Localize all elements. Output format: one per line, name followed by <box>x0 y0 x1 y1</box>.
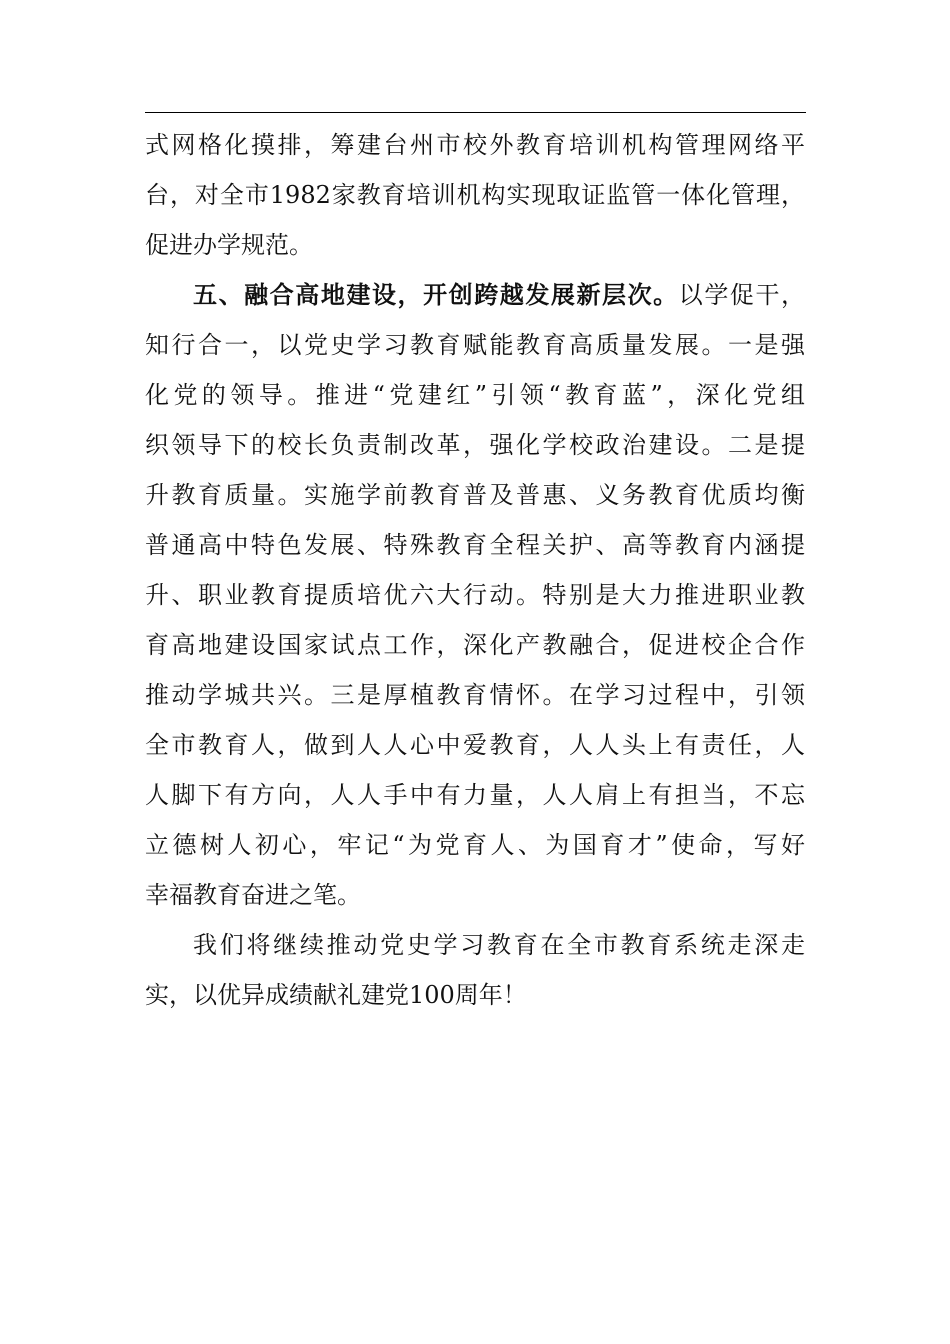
document-body <box>145 120 805 1020</box>
text-line: 我们将继续推动党史学习教育在全市教育系统走深走 <box>193 931 805 959</box>
text-line: 知行合一，以党史学习教育赋能教育高质量发展。一是强 <box>145 331 805 359</box>
text-line: 促进办学规范。 <box>145 231 313 259</box>
paragraph-2 <box>145 270 805 920</box>
text-line: 普通高中特色发展、特殊教育全程关护、高等教育内涵提 <box>145 531 805 559</box>
text-line: 升教育质量。实施学前教育普及普惠、义务教育优质均衡 <box>145 481 805 509</box>
text-line: 立德树人初心，牢记“为党育人、为国育才”使命，写好 <box>145 831 805 859</box>
text-line: 织领导下的校长负责制改革，强化学校政治建设。二是提 <box>145 431 805 459</box>
text-line: 实，以优异成绩献礼建党100周年！ <box>145 981 527 1009</box>
paragraph-3 <box>145 920 805 1020</box>
text-line: 育高地建设国家试点工作，深化产教融合，促进校企合作 <box>145 631 805 659</box>
text-line: 化党的领导。推进“党建红”引领“教育蓝”，深化党组 <box>145 381 805 409</box>
text-line: 人脚下有方向，人人手中有力量，人人肩上有担当，不忘 <box>145 781 805 809</box>
text-line: 式网格化摸排，筹建台州市校外教育培训机构管理网络平 <box>145 131 805 159</box>
text-line: 台，对全市1982家教育培训机构实现取证监管一体化管理， <box>145 181 805 209</box>
paragraph-1 <box>145 120 805 270</box>
text-line: 升、职业教育提质培优六大行动。特别是大力推进职业教 <box>145 581 805 609</box>
text-span: 以学促干， <box>678 281 806 309</box>
text-line <box>145 270 805 320</box>
text-line: 推动学城共兴。三是厚植教育情怀。在学习过程中，引领 <box>145 681 805 709</box>
section-heading: 五、融合高地建设，开创跨越发展新层次。 <box>193 281 679 309</box>
header-rule <box>145 112 806 113</box>
text-line: 全市教育人，做到人人心中爱教育，人人头上有责任，人 <box>145 731 805 759</box>
text-line: 幸福教育奋进之笔。 <box>145 881 361 909</box>
